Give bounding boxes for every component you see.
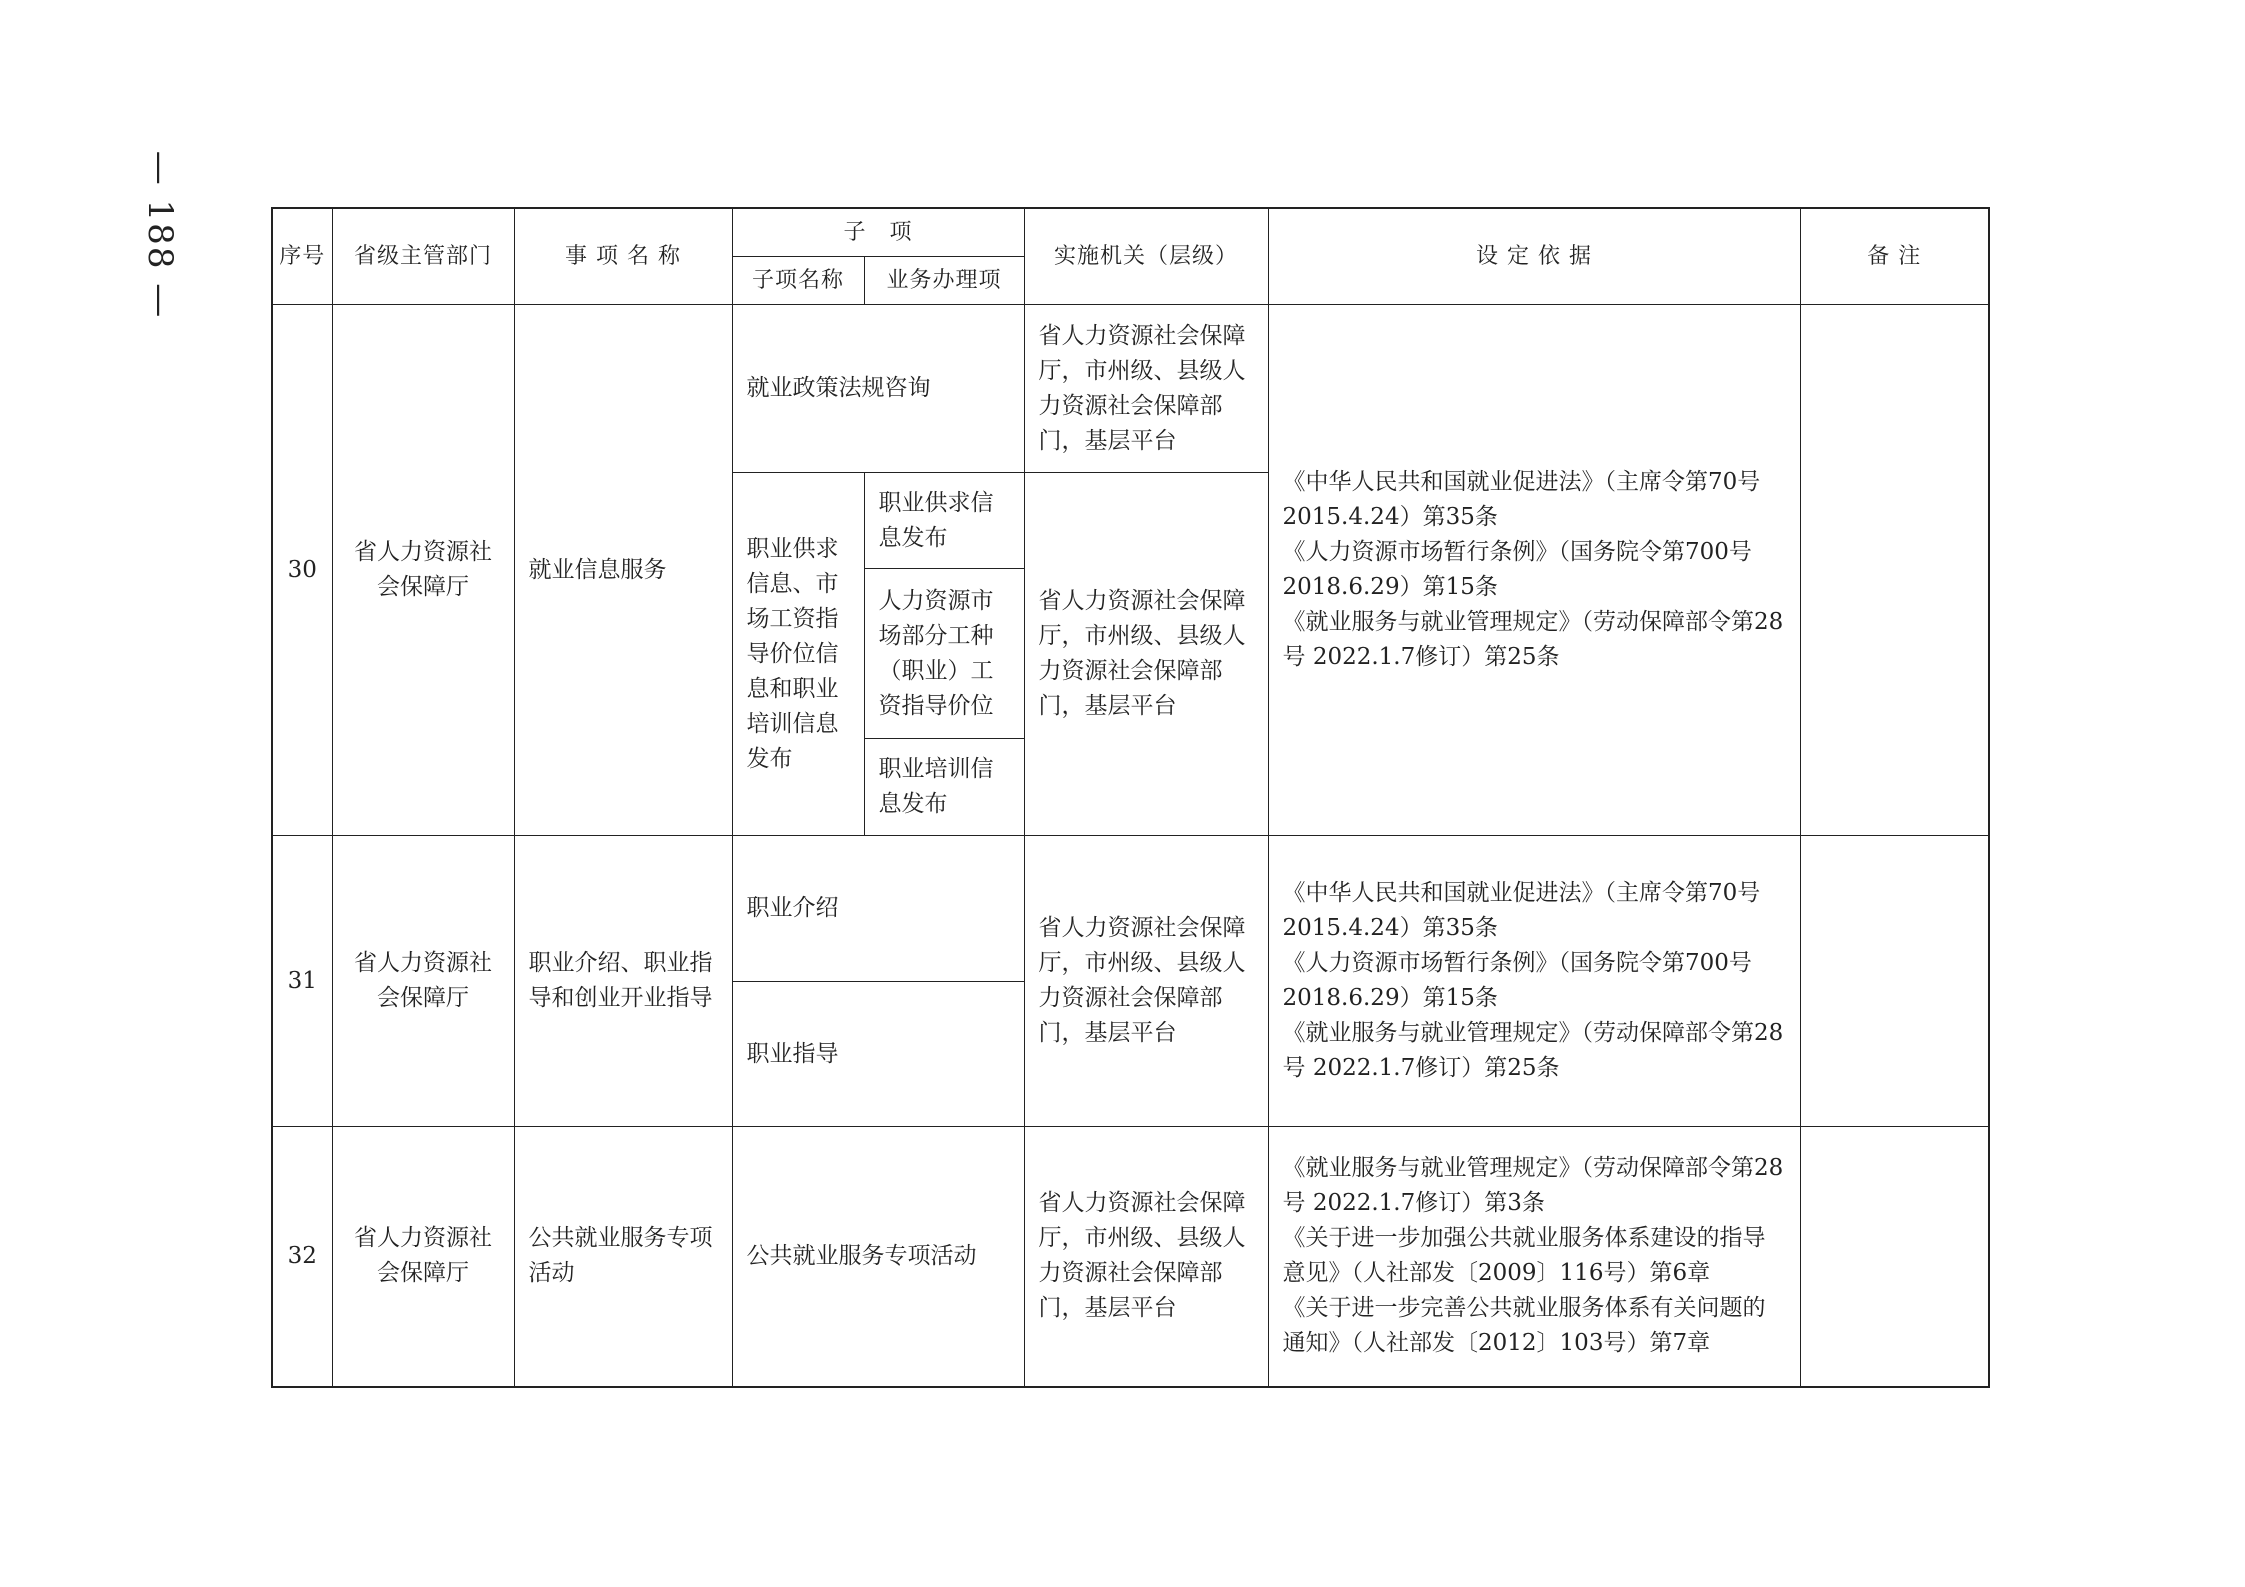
sub-item-name: 公共就业服务专项活动 <box>732 1127 1024 1387</box>
row-basis <box>1268 836 1800 1127</box>
row-agency: 省人力资源社会保障厅，市州级、县级人力资源社会保障部门，基层平台 <box>1024 473 1268 836</box>
row-agency: 省人力资源社会保障厅，市州级、县级人力资源社会保障部门，基层平台 <box>1024 1127 1268 1387</box>
header-business-item: 业务办理项 <box>864 257 1024 305</box>
header-sub-item-name: 子项名称 <box>732 257 864 305</box>
business-item: 职业供求信息发布 <box>864 473 1024 569</box>
row-item-name: 公共就业服务专项活动 <box>514 1127 732 1387</box>
basis-line: 《关于进一步完善公共就业服务体系有关问题的通知》（人社部发〔2012〕103号）第7章 <box>1282 1295 1766 1357</box>
row-seq: 30 <box>272 305 332 836</box>
header-basis: 设 定 依 据 <box>1268 208 1800 305</box>
table-row <box>272 836 1989 982</box>
page-number: — 188 — <box>140 150 180 320</box>
basis-line: 《人力资源市场暂行条例》（国务院令第700号2018.6.29）第15条 <box>1282 539 1752 600</box>
header-department: 省级主管部门 <box>332 208 514 305</box>
sub-item-name: 就业政策法规咨询 <box>732 305 1024 473</box>
row-department: 省人力资源社会保障厅 <box>332 1127 514 1387</box>
basis-line: 《就业服务与就业管理规定》（劳动保障部令第28号 2022.1.7修订）第3条 <box>1282 1155 1784 1217</box>
header-agency: 实施机关（层级） <box>1024 208 1268 305</box>
row-remarks <box>1800 305 1989 836</box>
basis-line: 《关于进一步加强公共就业服务体系建设的指导意见》（人社部发〔2009〕116号）第6章 <box>1282 1225 1766 1287</box>
table-header <box>272 208 1989 305</box>
row-seq: 32 <box>272 1127 332 1387</box>
business-item: 人力资源市场部分工种（职业）工资指导价位 <box>864 569 1024 739</box>
basis-line: 《就业服务与就业管理规定》（劳动保障部令第28号 2022.1.7修订）第25条 <box>1282 1020 1784 1081</box>
basis-line: 《人力资源市场暂行条例》（国务院令第700号2018.6.29）第15条 <box>1282 950 1752 1011</box>
row-agency: 省人力资源社会保障厅，市州级、县级人力资源社会保障部门，基层平台 <box>1024 305 1268 473</box>
row-department: 省人力资源社会保障厅 <box>332 836 514 1127</box>
row-basis <box>1268 305 1800 836</box>
basis-line: 《中华人民共和国就业促进法》（主席令第70号2015.4.24）第35条 <box>1282 469 1761 530</box>
header-item-name: 事 项 名 称 <box>514 208 732 305</box>
row-seq: 31 <box>272 836 332 1127</box>
row-remarks <box>1800 836 1989 1127</box>
sub-item-name: 职业介绍 <box>732 836 1024 982</box>
basis-line: 《中华人民共和国就业促进法》（主席令第70号2015.4.24）第35条 <box>1282 880 1761 941</box>
table-row <box>272 1127 1989 1387</box>
header-remarks: 备 注 <box>1800 208 1989 305</box>
row-basis <box>1268 1127 1800 1387</box>
row-agency: 省人力资源社会保障厅，市州级、县级人力资源社会保障部门，基层平台 <box>1024 836 1268 1127</box>
sub-item-name: 职业指导 <box>732 982 1024 1127</box>
header-seq: 序号 <box>272 208 332 305</box>
row-remarks <box>1800 1127 1989 1387</box>
service-items-table <box>271 207 1990 1388</box>
sub-item-name: 职业供求信息、市场工资指导价位信息和职业培训信息发布 <box>732 473 864 836</box>
row-department: 省人力资源社会保障厅 <box>332 305 514 836</box>
business-item: 职业培训信息发布 <box>864 739 1024 836</box>
basis-line: 《就业服务与就业管理规定》（劳动保障部令第28号 2022.1.7修订）第25条 <box>1282 609 1784 670</box>
row-item-name: 就业信息服务 <box>514 305 732 836</box>
header-sub-item: 子 项 <box>732 208 1024 257</box>
table-row <box>272 305 1989 473</box>
row-item-name: 职业介绍、职业指导和创业开业指导 <box>514 836 732 1127</box>
